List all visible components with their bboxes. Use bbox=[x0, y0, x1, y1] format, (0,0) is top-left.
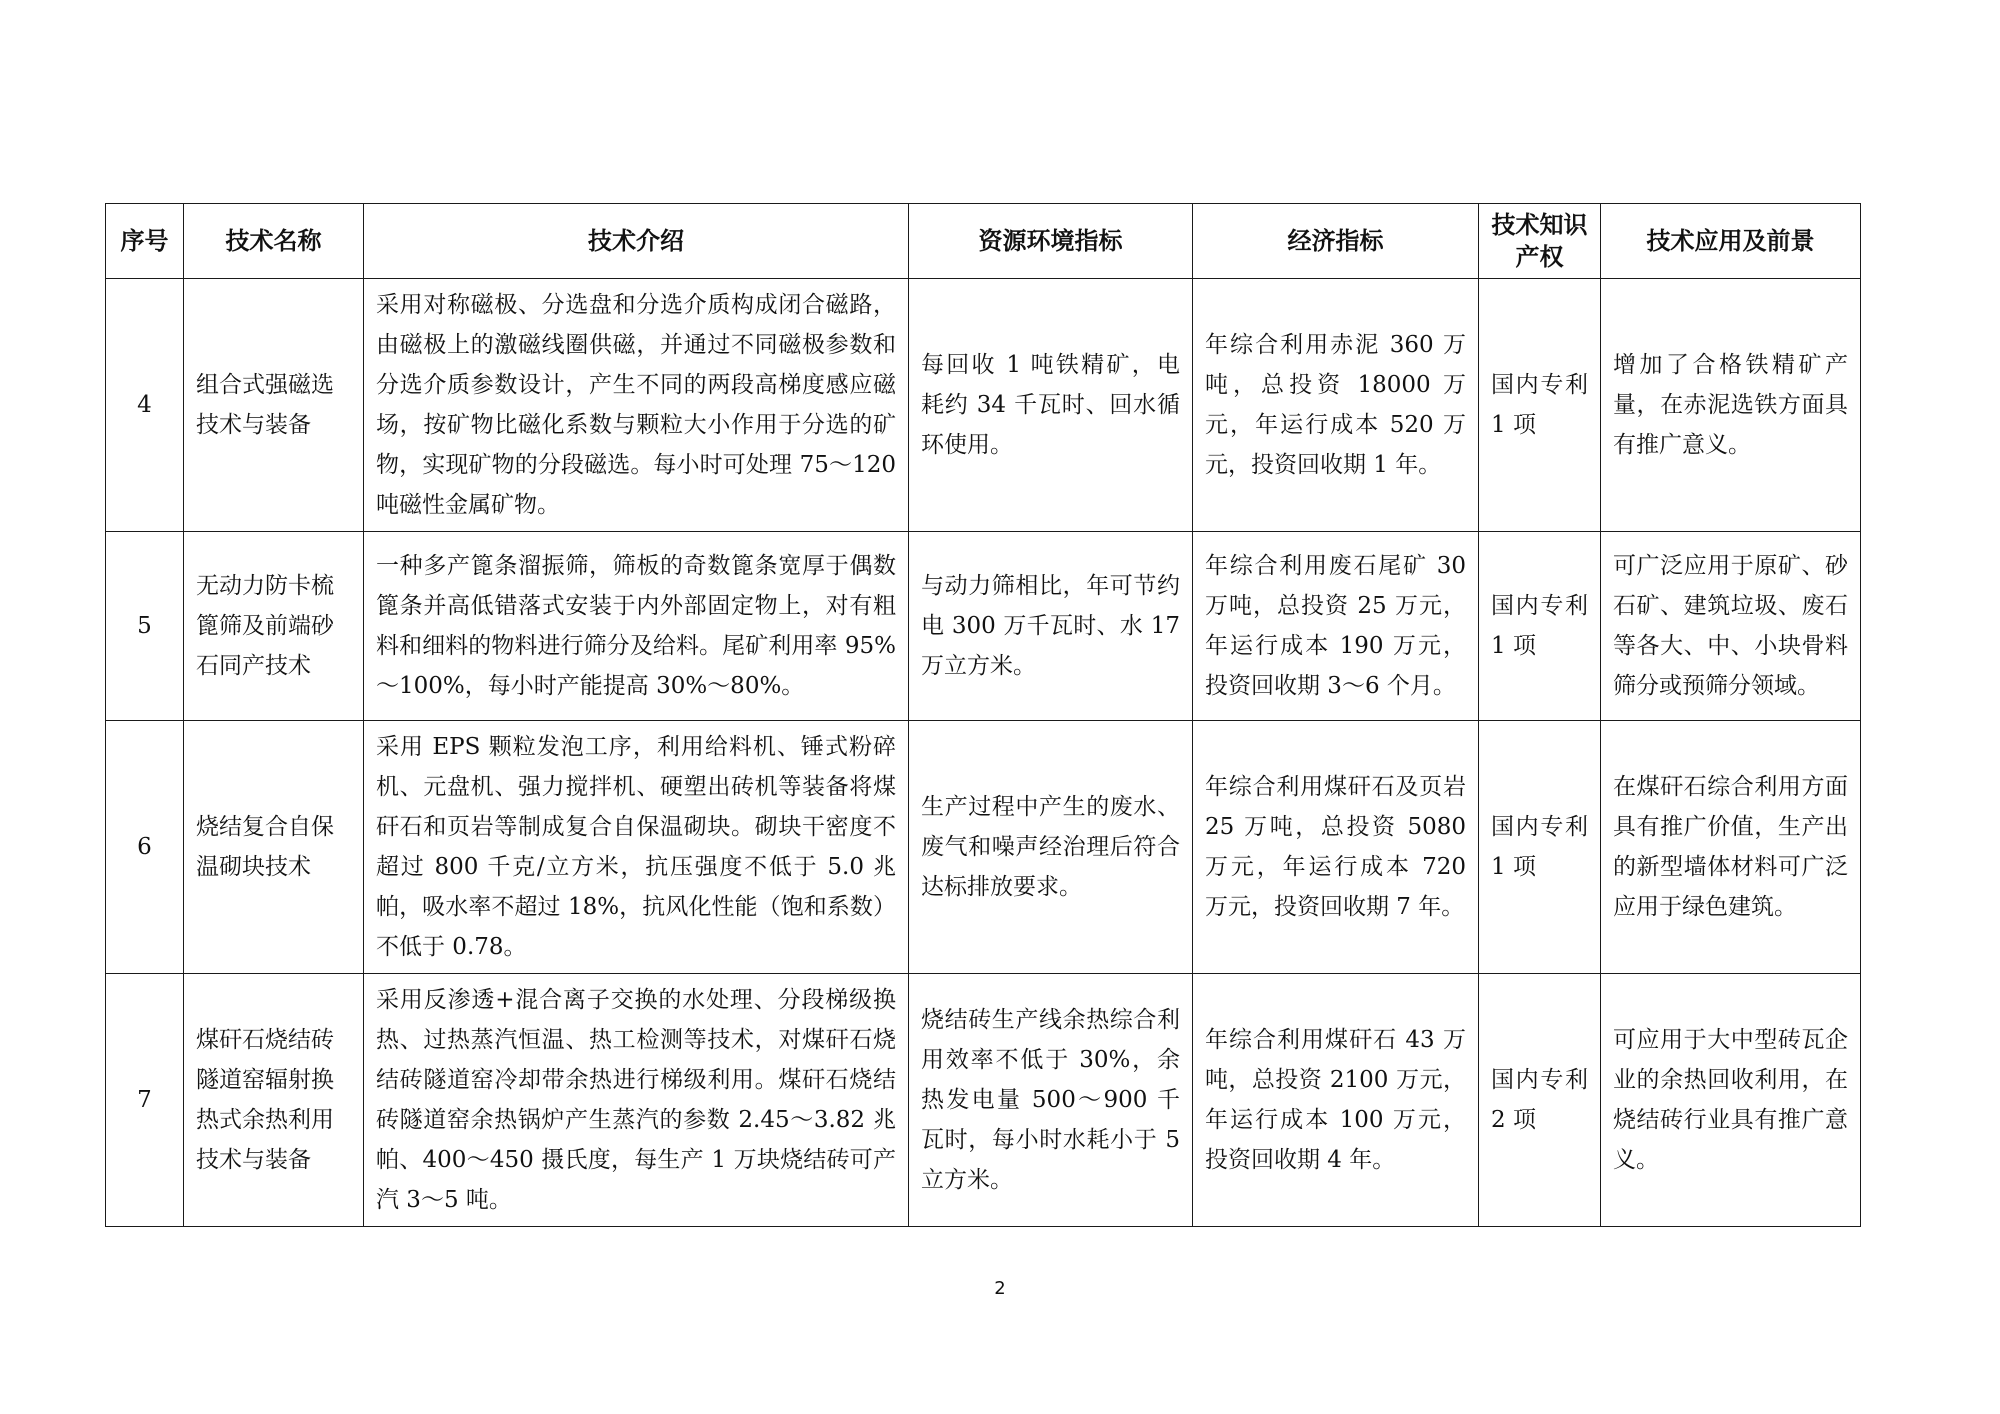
cell-name: 煤矸石烧结砖隧道窑辐射换热式余热利用技术与装备 bbox=[184, 974, 364, 1227]
cell-ip: 国内专利 2 项 bbox=[1479, 974, 1601, 1227]
header-env: 资源环境指标 bbox=[909, 204, 1193, 279]
cell-econ: 年综合利用煤矸石及页岩 25 万吨，总投资 5080 万元，年运行成本 720 万元，投资回收期 7 年。 bbox=[1193, 721, 1479, 974]
table-header-row bbox=[106, 204, 1861, 279]
cell-name: 组合式强磁选技术与装备 bbox=[184, 279, 364, 532]
cell-intro: 采用反渗透+混合离子交换的水处理、分段梯级换热、过热蒸汽恒温、热工检测等技术，对煤矸石烧结砖隧道窑冷却带余热进行梯级利用。煤矸石烧结砖隧道窑余热锅炉产生蒸汽的参数 2.45～3.82 兆帕、400～450 摄氏度，每生产 1 万块烧结砖可产汽 3～5 吨。 bbox=[364, 974, 909, 1227]
cell-intro: 采用 EPS 颗粒发泡工序，利用给料机、锤式粉碎机、元盘机、强力搅拌机、硬塑出砖机等装备将煤矸石和页岩等制成复合自保温砌块。砌块干密度不超过 800 千克/立方米，抗压强度不低于 5.0 兆帕，吸水率不超过 18%，抗风化性能（饱和系数）不低于 0.78。 bbox=[364, 721, 909, 974]
cell-no: 7 bbox=[106, 974, 184, 1227]
cell-env: 生产过程中产生的废水、废气和噪声经治理后符合达标排放要求。 bbox=[909, 721, 1193, 974]
header-intro: 技术介绍 bbox=[364, 204, 909, 279]
cell-intro: 一种多产篦条溜振筛，筛板的奇数篦条宽厚于偶数篦条并高低错落式安装于内外部固定物上，对有粗料和细料的物料进行筛分及给料。尾矿利用率 95%～100%，每小时产能提高 30%～80%。 bbox=[364, 532, 909, 721]
cell-env: 烧结砖生产线余热综合利用效率不低于 30%，余热发电量 500～900 千瓦时，每小时水耗小于 5 立方米。 bbox=[909, 974, 1193, 1227]
page-number: 2 bbox=[994, 1278, 1006, 1299]
cell-no: 6 bbox=[106, 721, 184, 974]
cell-no: 4 bbox=[106, 279, 184, 532]
cell-name: 无动力防卡梳篦筛及前端砂石同产技术 bbox=[184, 532, 364, 721]
cell-intro: 采用对称磁极、分选盘和分选介质构成闭合磁路，由磁极上的激磁线圈供磁，并通过不同磁极参数和分选介质参数设计，产生不同的两段高梯度感应磁场，按矿物比磁化系数与颗粒大小作用于分选的矿物，实现矿物的分段磁选。每小时可处理 75～120 吨磁性金属矿物。 bbox=[364, 279, 909, 532]
header-name: 技术名称 bbox=[184, 204, 364, 279]
cell-ip: 国内专利 1 项 bbox=[1479, 279, 1601, 532]
cell-ip: 国内专利 1 项 bbox=[1479, 532, 1601, 721]
cell-ip: 国内专利 1 项 bbox=[1479, 721, 1601, 974]
cell-econ: 年综合利用赤泥 360 万吨，总投资 18000 万元，年运行成本 520 万元，投资回收期 1 年。 bbox=[1193, 279, 1479, 532]
table-row bbox=[106, 721, 1861, 974]
header-app: 技术应用及前景 bbox=[1601, 204, 1861, 279]
cell-econ: 年综合利用废石尾矿 30 万吨，总投资 25 万元，年运行成本 190 万元，投资回收期 3～6 个月。 bbox=[1193, 532, 1479, 721]
cell-app: 增加了合格铁精矿产量，在赤泥选铁方面具有推广意义。 bbox=[1601, 279, 1861, 532]
header-no: 序号 bbox=[106, 204, 184, 279]
cell-env: 每回收 1 吨铁精矿，电耗约 34 千瓦时、回水循环使用。 bbox=[909, 279, 1193, 532]
cell-no: 5 bbox=[106, 532, 184, 721]
table-row bbox=[106, 532, 1861, 721]
cell-econ: 年综合利用煤矸石 43 万吨，总投资 2100 万元，年运行成本 100 万元，投资回收期 4 年。 bbox=[1193, 974, 1479, 1227]
header-econ: 经济指标 bbox=[1193, 204, 1479, 279]
cell-env: 与动力筛相比，年可节约电 300 万千瓦时、水 17 万立方米。 bbox=[909, 532, 1193, 721]
table-row bbox=[106, 279, 1861, 532]
table-row bbox=[106, 974, 1861, 1227]
cell-app: 在煤矸石综合利用方面具有推广价值，生产出的新型墙体材料可广泛应用于绿色建筑。 bbox=[1601, 721, 1861, 974]
cell-name: 烧结复合自保温砌块技术 bbox=[184, 721, 364, 974]
cell-app: 可广泛应用于原矿、砂石矿、建筑垃圾、废石等各大、中、小块骨料筛分或预筛分领域。 bbox=[1601, 532, 1861, 721]
header-ip: 技术知识产权 bbox=[1479, 204, 1601, 279]
technology-table bbox=[105, 203, 1861, 1227]
cell-app: 可应用于大中型砖瓦企业的余热回收利用，在烧结砖行业具有推广意义。 bbox=[1601, 974, 1861, 1227]
